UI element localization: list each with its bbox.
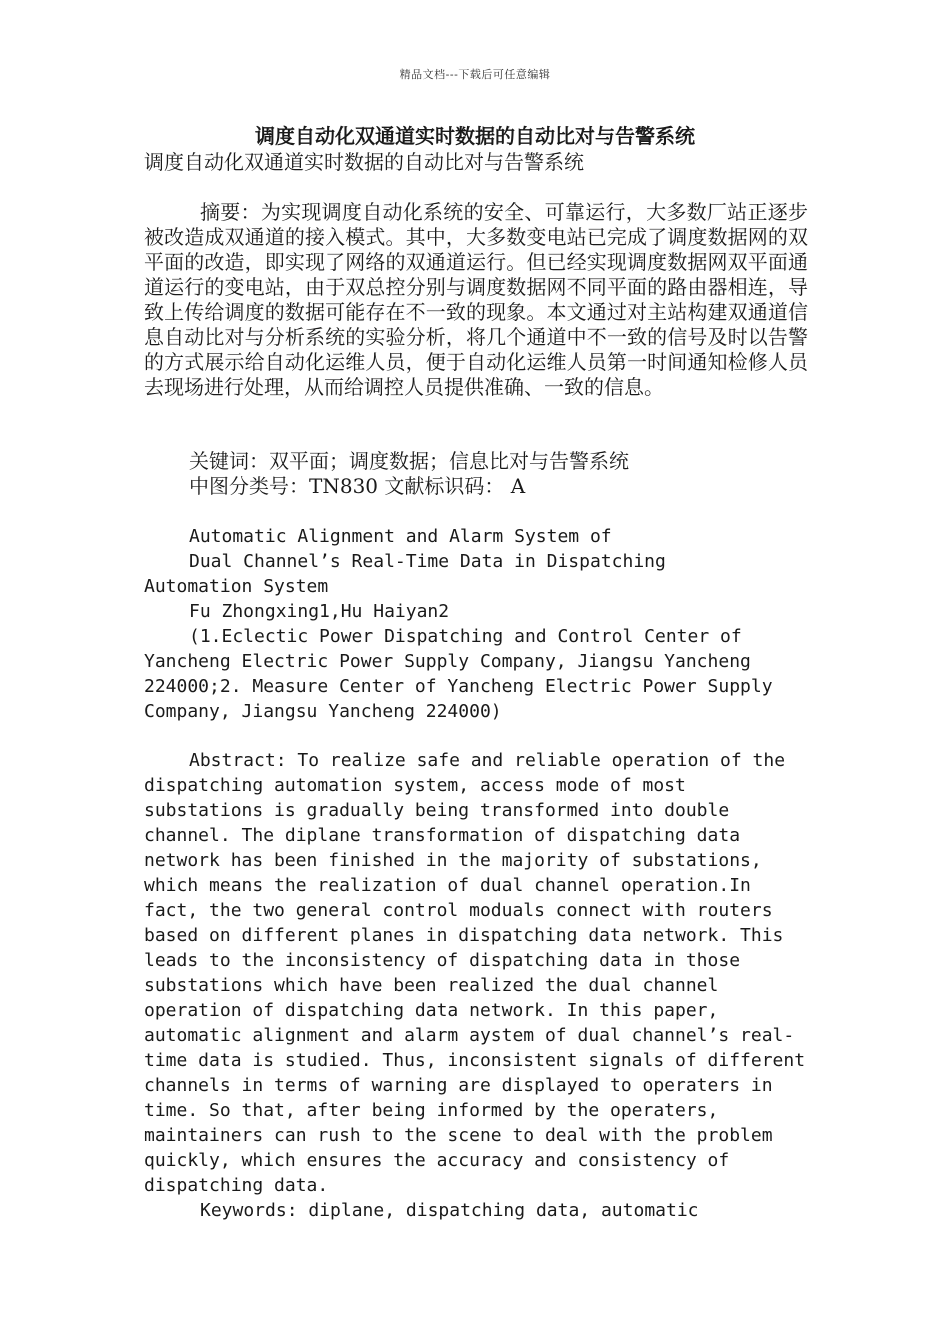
keywords-en: Keywords: diplane, dispatching data, automatic — [200, 1200, 699, 1221]
abstract-cn: 摘要：为实现调度自动化系统的安全、可靠运行，大多数厂站正逐步被改造成双通道的接入模式。其中，大多数变电站已完成了调度数据网的双平面的改造，即实现了网络的双通道运行。但已经实现调度数据网双平面通道运行的变电站，由于双总控分别与调度数据网不同平面的路由器相连，导致上传给调度的数据可能存在不一致的现象。本文通过对主站构建双通道信息自动比对与分析系统的实验分析，将几个通道中不一致的信号及时以告警的方式展示给自动化运维人员，便于自动化运维人员第一时间通知检修人员去现场进行处理，从而给调控人员提供准确、一致的信息。 — [144, 200, 808, 399]
abstract-cn-block — [144, 200, 808, 400]
en-title-line-1: Automatic Alignment and Alarm System of — [189, 526, 612, 547]
keywords-cn-block — [144, 449, 808, 499]
en-title-line-3: Automation System — [144, 576, 329, 597]
affiliation: (1.Eclectic Power Dispatching and Control Center of Yancheng Electric Power Supply Company, Jiangsu Yancheng 224000;2. Measure Center of Yancheng Electric Power Supply Company, Jiangsu Yancheng 224000) — [144, 626, 773, 722]
page-header-note: 精品文档---下载后可任意编辑 — [399, 68, 551, 81]
keywords-cn: 关键词：双平面；调度数据；信息比对与告警系统 — [189, 449, 629, 473]
abstract-en-block — [144, 748, 808, 1223]
document-subtitle: 调度自动化双通道实时数据的自动比对与告警系统 — [144, 150, 584, 174]
abstract-en: Abstract: To realize safe and reliable operation of the dispatching automation system, access mode of most substations is gradually being transformed into double channel. The diplane transformation of dispatching data network has been finished in the majority of substations, which means the realization of dual channel operation.In fact, the two general control moduals connect with routers based on different planes in dispatching data network. This leads to the inconsistency of dispatching data in those substations which have been realized the dual channel operation of dispatching data network. In this paper, automatic alignment and alarm aystem of dual channel’s real-time data is studied. Thus, inconsistent signals of different channels in terms of warning are displayed to operaters in time. So that, after being informed by the operaters, maintainers can rush to the scene to deal with the problem quickly, which ensures the accuracy and consistency of dispatching data. — [144, 750, 806, 1196]
classification-code: 中图分类号：TN830 文献标识码： A — [189, 474, 526, 498]
document-title: 调度自动化双通道实时数据的自动比对与告警系统 — [255, 124, 695, 148]
authors: Fu Zhongxing1,Hu Haiyan2 — [189, 601, 450, 622]
en-title-line-2: Dual Channel’s Real-Time Data in Dispatching — [189, 551, 666, 572]
english-title-block — [144, 524, 808, 724]
